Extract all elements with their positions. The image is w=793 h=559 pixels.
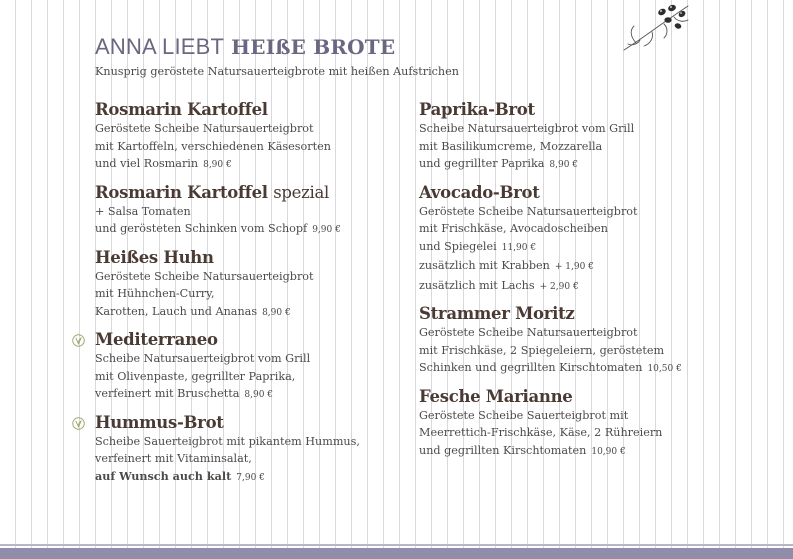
item-extra [419, 257, 739, 277]
item-description-last [95, 385, 415, 405]
item-description: Geröstete Scheibe Natursauerteigbrot [95, 122, 314, 135]
item-description: mit Frischkäse, Avocadoscheiben [419, 222, 608, 235]
item-extra [419, 277, 739, 297]
item-description: Scheibe Sauerteigbrot mit pikantem Hummus, [95, 434, 360, 448]
item-description: und Spiegelei [419, 239, 497, 253]
item-description-last [95, 220, 415, 240]
item-description: Scheibe Natursauerteigbrot vom Grill [419, 122, 635, 135]
menu-item-fesche-marianne [419, 386, 739, 462]
menu-item-mediterraneo [95, 329, 415, 405]
vegetarian-leaf-icon [72, 334, 85, 347]
item-description: Geröstete Scheibe Sauerteigbrot mit [419, 408, 629, 422]
item-description: und gegrillter Paprika [419, 157, 545, 170]
item-price: 8,90 € [549, 160, 579, 170]
item-description: Geröstete Scheibe Natursauerteigbrot [95, 269, 314, 283]
item-description-last [95, 303, 415, 323]
item-price: 8,90 € [203, 160, 232, 170]
vegetarian-leaf-icon [72, 417, 85, 430]
item-name-row [95, 182, 415, 203]
item-name: Heißes Huhn [95, 247, 214, 267]
menu-item-rosmarin-kartoffel-spezial [95, 182, 415, 240]
item-name: Strammer Moritz [419, 304, 575, 323]
item-price: 10,50 € [647, 364, 682, 374]
item-description: Geröstete Scheibe Natursauerteigbrot [419, 204, 638, 218]
item-description-last [419, 238, 739, 258]
item-name: Rosmarin Kartoffel [95, 182, 268, 202]
extra-price: + 2,90 € [539, 281, 579, 292]
item-description-last [95, 468, 415, 488]
item-description: Meerrettich-Frischkäse, Käse, 2 Rühreiern [419, 426, 663, 439]
extra-label: zusätzlich mit Krabben [419, 259, 550, 272]
item-price: 8,90 € [244, 390, 274, 400]
menu-item-paprika-brot [419, 99, 739, 175]
item-description-last [419, 442, 739, 462]
menu-header [95, 34, 715, 78]
item-description-last [419, 359, 739, 379]
item-description: und gegrillten Kirschtomaten [419, 443, 587, 457]
item-description: mit Kartoffeln, verschiedenen Käsesorten [95, 139, 331, 153]
item-price: 9,90 € [312, 225, 341, 235]
item-name: Avocado-Brot [419, 182, 540, 202]
item-description: Schinken und gegrillten Kirschtomaten [419, 361, 643, 374]
item-description: Geröstete Scheibe Natursauerteigbrot [419, 326, 638, 339]
item-description-last [419, 155, 739, 175]
item-description: auf Wunsch auch kalt [95, 468, 232, 483]
item-description: Karotten, Lauch und Ananas [95, 304, 258, 318]
right-column [419, 99, 739, 461]
item-description: mit Olivenpaste, gegrillter Paprika, [95, 369, 296, 383]
item-price: 7,90 € [236, 472, 265, 483]
extra-label: zusätzlich mit Lachs [419, 278, 535, 292]
title-bold-part: HEIßE BROTE [231, 35, 396, 59]
item-price: 10,90 € [591, 446, 626, 457]
menu-item-hummus-brot [95, 412, 415, 488]
left-column [95, 99, 415, 487]
item-name: Fesche Marianne [419, 386, 573, 406]
item-name: Paprika-Brot [419, 100, 535, 119]
item-description: mit Hühnchen-Curry, [95, 287, 215, 300]
item-description: mit Basilikumcreme, Mozzarella [419, 139, 603, 153]
menu-title [95, 34, 715, 60]
item-name: Rosmarin Kartoffel [95, 100, 268, 119]
menu-item-strammer-moritz [419, 303, 739, 379]
item-description-last [95, 155, 415, 175]
item-description: verfeinert mit Bruschetta [95, 387, 240, 400]
menu-item-avocado-brot [419, 182, 739, 297]
extra-price: + 1,90 € [554, 262, 594, 272]
menu-item-rosmarin-kartoffel [95, 99, 415, 175]
bottom-band [0, 548, 793, 559]
item-description: Scheibe Natursauerteigbrot vom Grill [95, 352, 311, 365]
menu-subtitle: Knusprig geröstete Natursauerteigbrote mit heißen Aufstrichen [95, 65, 459, 78]
item-price: 11,90 € [501, 242, 537, 253]
item-description: und viel Rosmarin [95, 157, 199, 170]
item-description: und gerösteten Schinken vom Schopf [95, 222, 308, 235]
title-light-part: ANNA LIEBT [95, 34, 225, 59]
item-name: Hummus-Brot [95, 412, 224, 432]
menu-item-heisses-huhn [95, 247, 415, 323]
item-name-suffix: spezial [273, 182, 330, 202]
item-name: Mediterraneo [95, 330, 218, 349]
item-description: mit Frischkäse, 2 Spiegeleiern, geröstetem [419, 343, 665, 357]
item-description: + Salsa Tomaten [95, 204, 191, 218]
item-description: verfeinert mit Vitaminsalat, [95, 452, 252, 465]
item-price: 8,90 € [262, 307, 291, 318]
